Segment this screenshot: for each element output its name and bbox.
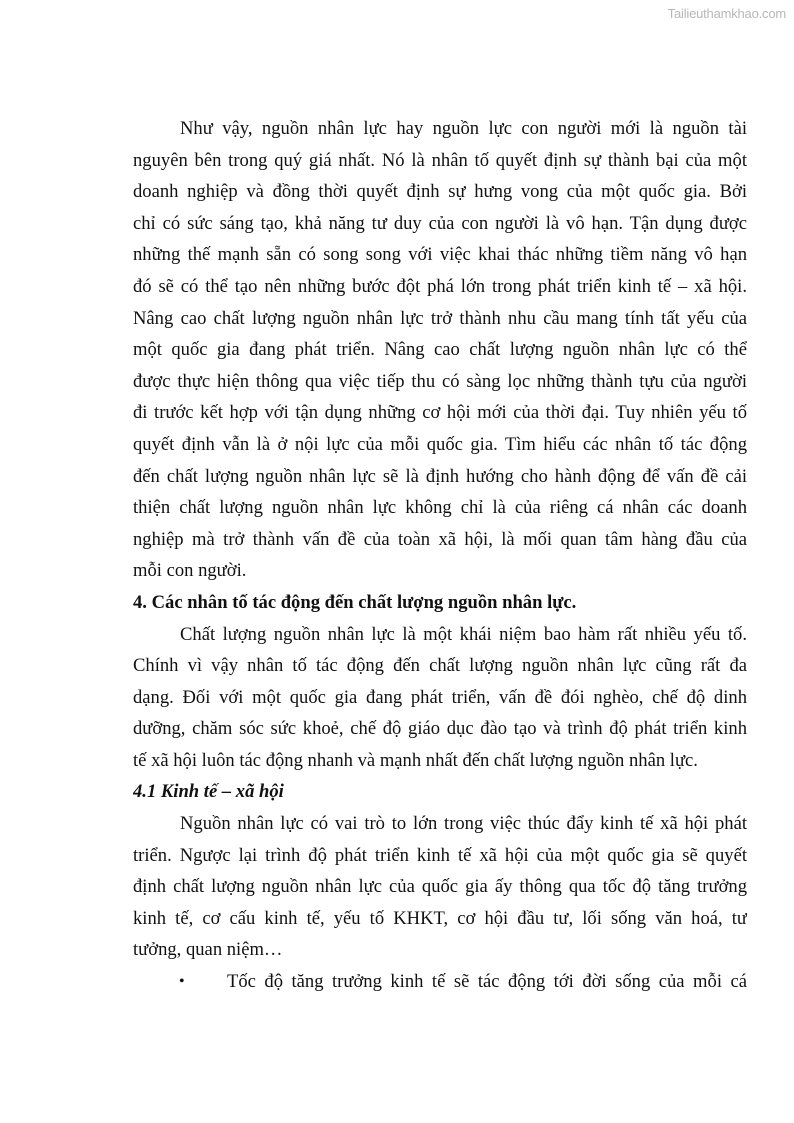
paragraph-line: những thế mạnh sẵn có song song với việc khai thác những tiềm năng vô hạn [133, 244, 747, 266]
paragraph-line: chỉ có sức sáng tạo, khả năng tư duy của con người là vô hạn. Tận dụng được [133, 212, 747, 234]
paragraph-line: một quốc gia đang phát triển. Nâng cao chất lượng nguồn nhân lực có thể [133, 339, 747, 361]
bullet-text: Tốc độ tăng trưởng kinh tế sẽ tác động tới đời sống của mỗi cá [227, 971, 747, 993]
paragraph-line: doanh nghiệp và đồng thời quyết định sự hưng vong của một quốc gia. Bởi [133, 181, 747, 203]
paragraph-line: quyết định vẫn là ở nội lực của mỗi quốc gia. Tìm hiểu các nhân tố tác động [133, 433, 747, 455]
paragraph-line: tưởng, quan niệm… [133, 939, 283, 961]
section-4-1-paragraph [133, 808, 747, 966]
section-4-paragraph [133, 619, 747, 777]
bullet-list-item [133, 966, 747, 998]
section-4-1-heading: 4.1 Kinh tế – xã hội [133, 781, 284, 803]
paragraph-line: đến chất lượng nguồn nhân lực sẽ là định hướng cho hành động để vấn đề cải [133, 465, 747, 487]
watermark: Tailieuthamkhao.com [667, 6, 786, 21]
paragraph-line: triển. Ngược lại trình độ phát triển kinh tế xã hội của một quốc gia sẽ quyết [133, 844, 747, 866]
paragraph-line: Chính vì vậy nhân tố tác động đến chất lượng nguồn nhân lực cũng rất đa [133, 655, 747, 677]
paragraph-line: tế xã hội luôn tác động nhanh và mạnh nhất đến chất lượng nguồn nhân lực. [133, 749, 698, 771]
paragraph-line: đó sẽ có thể tạo nên những bước đột phá lớn trong phát triển kinh tế – xã hội. [133, 275, 747, 297]
paragraph-line: thiện chất lượng nguồn nhân lực không chỉ là của riêng cá nhân các doanh [133, 497, 747, 519]
paragraph-line: Chất lượng nguồn nhân lực là một khái niệm bao hàm rất nhiều yếu tố. [180, 623, 747, 645]
paragraph-line: nguyên bên trong quý giá nhất. Nó là nhân tố quyết định sự thành bại của một [133, 149, 747, 171]
paragraph-line: nghiệp mà trở thành vấn đề của toàn xã hội, là mối quan tâm hàng đầu của [133, 528, 747, 550]
paragraph-line: được thực hiện thông qua việc tiếp thu có sàng lọc những thành tựu của người [133, 370, 747, 392]
document-page [133, 113, 747, 998]
paragraph-1 [133, 113, 747, 587]
paragraph-line: kinh tế, cơ cấu kinh tế, yếu tố KHKT, cơ hội đầu tư, lối sống văn hoá, tư [133, 907, 747, 929]
bullet-icon: • [179, 973, 185, 991]
paragraph-line: dưỡng, chăm sóc sức khoẻ, chế độ giáo dục đào tạo và trình độ phát triển kinh [133, 718, 747, 740]
paragraph-line: dạng. Đối với một quốc gia đang phát triển, vấn đề đói nghèo, chế độ dinh [133, 686, 747, 708]
paragraph-line: Nguồn nhân lực có vai trò to lớn trong việc thúc đẩy kinh tế xã hội phát [180, 813, 747, 835]
paragraph-line: mỗi con người. [133, 560, 247, 582]
paragraph-line: đi trước kết hợp với tận dụng những cơ hội mới của thời đại. Tuy nhiên yếu tố [133, 402, 747, 424]
paragraph-line: định chất lượng nguồn nhân lực của quốc gia ấy thông qua tốc độ tăng trưởng [133, 876, 747, 898]
section-4-heading: 4. Các nhân tố tác động đến chất lượng nguồn nhân lực. [133, 591, 577, 613]
paragraph-line: Như vậy, nguồn nhân lực hay nguồn lực con người mới là nguồn tài [180, 118, 747, 139]
paragraph-line: Nâng cao chất lượng nguồn nhân lực trở thành nhu cầu mang tính tất yếu của [133, 307, 747, 329]
